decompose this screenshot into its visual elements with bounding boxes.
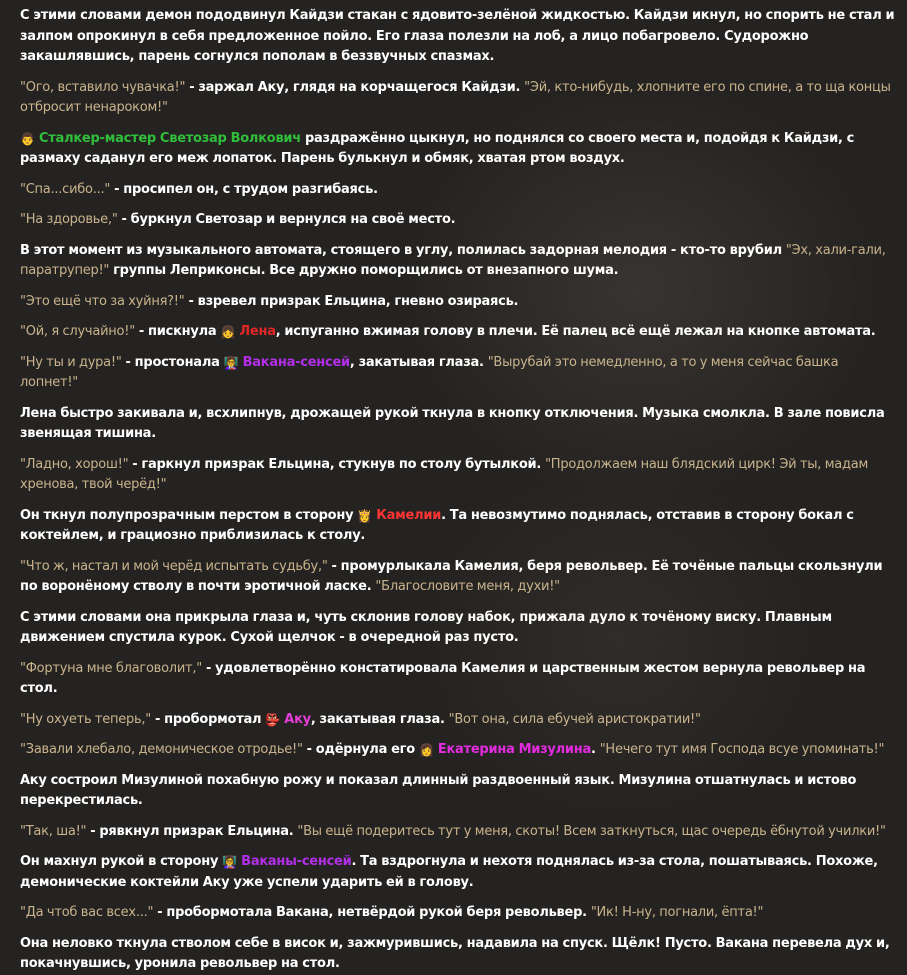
dialogue-quote: "Эх, хали-гали, паратрупер!" <box>20 242 886 278</box>
woman-emoji-icon: 👸 <box>357 508 373 523</box>
narration-text: группы Леприконсы. Все дружно поморщились от внезапного шума. <box>109 263 619 278</box>
narration-text: раздражённо цыкнул, но поднялся со своего места и, подойдя к Кайдзи, с размаху саданул его меж лопаток. Парень булькнул и обмяк, хватая ртом воздух. <box>20 130 855 166</box>
story-paragraph <box>20 771 897 812</box>
narration-text: Она неловко ткнула стволом себе в висок и, зажмурившись, надавила на спуск. Щёлк! Пусто. Вакана перевела дух и, покачнувшись, уронила револьвер на стол. <box>20 935 890 971</box>
dialogue-quote: "Ик! Н-ну, погнали, ёпта!" <box>590 905 764 920</box>
narration-text: , закатывая глаза. <box>349 354 488 370</box>
dialogue-quote: "Эй, кто-нибудь, хлопните его по спине, а то ща концы отбросит ненароком!" <box>20 79 891 115</box>
story-paragraph <box>20 740 897 761</box>
story-paragraph <box>20 455 897 496</box>
dialogue-quote: "Спа...сибо..." <box>20 181 111 197</box>
dialogue-quote: "Так, ша!" <box>20 823 87 839</box>
narration-text: - промурлыкала Камелия, беря револьвер. Её точёные пальцы скользнули по воронёному стволу в почти эротичной ласке. <box>20 558 883 594</box>
narration-text: Лена быстро закивала и, всхлипнув, дрожащей рукой ткнула в кнопку отключения. Музыка смолкла. В зале повисла звенящая тишина. <box>20 405 885 441</box>
dialogue-quote: "Ого, вставило чувачка!" <box>20 79 186 95</box>
story-paragraph <box>20 557 897 598</box>
dialogue-quote: "Продолжаем наш блядский цирк! Эй ты, мадам хренова, твой черёд!" <box>20 456 869 492</box>
narration-text: - простонала <box>121 354 224 370</box>
narration-text: - заржал Аку, глядя на корчащегося Кайдзи. <box>185 79 525 95</box>
narration-text: Он ткнул полупрозрачным перстом в сторону <box>20 507 358 523</box>
story-paragraph <box>20 934 897 975</box>
narration-text: - пискнула <box>134 324 221 339</box>
dialogue-quote: "Ладно, хорош!" <box>20 456 129 472</box>
narration-text: - удовлетворённо констатировала Камелия и царственным жестом вернула револьвер на стол. <box>20 660 866 696</box>
dialogue-quote: "Благословите меня, духи!" <box>375 579 560 594</box>
story-paragraph <box>20 6 897 68</box>
story-paragraph <box>20 659 897 700</box>
narration-text: - взревел призрак Ельцина, гневно озираясь. <box>184 293 519 309</box>
story-paragraph <box>20 852 897 893</box>
dialogue-quote: "Завали хлебало, демоническое отродье!" <box>20 742 303 757</box>
story-paragraph <box>20 129 897 170</box>
narration-text: Он махнул рукой в сторону <box>20 854 223 869</box>
narration-text: Аку состроил Мизулиной похабную рожу и показал длинный раздвоенный язык. Мизулина отшатнулась и истово перекрестилась. <box>20 772 857 808</box>
narration-text: - рявкнул призрак Ельцина. <box>86 823 298 839</box>
narration-text: - одёрнула его <box>302 742 419 757</box>
demon-mask-emoji-icon: 👺 <box>265 712 281 727</box>
character-name: Екатерина Мизулина <box>437 742 592 757</box>
story-paragraph <box>20 710 897 731</box>
teacher-emoji-icon: 👩‍🏫 <box>223 355 239 370</box>
dialogue-quote: "Ну охуеть теперь," <box>20 711 152 727</box>
dialogue-quote: "Это ещё что за хуйня?!" <box>20 293 185 309</box>
woman-emoji-icon: 👩 <box>419 743 434 757</box>
dialogue-quote: "Да чтоб вас всех..." <box>20 905 154 920</box>
story-paragraph <box>20 210 897 231</box>
dialogue-quote: "Ой, я случайно!" <box>20 324 135 339</box>
dialogue-quote: "Нечего тут имя Господа всуе упоминать!" <box>599 742 885 757</box>
narration-text: , испуганно вжимая голову в плечи. Её палец всё ещё лежал на кнопке автомата. <box>275 324 876 339</box>
story-paragraph <box>20 822 897 843</box>
character-name: Сталкер-мастер Светозар Волкович <box>38 130 301 146</box>
story-paragraph <box>20 322 897 343</box>
narration-text: - просипел он, с трудом разгибаясь. <box>110 181 378 197</box>
story-paragraph <box>20 241 897 282</box>
dialogue-quote: "Вот она, сила ебучей аристократии!" <box>448 711 701 727</box>
dialogue-quote: "Ну ты и дура!" <box>20 354 122 370</box>
character-name: Ваканы-сенсей <box>241 854 352 869</box>
narration-text: . Та вздрогнула и нехотя поднялась из-за стола, пошатываясь. Похоже, демонические коктейли Аку уже успели ударить ей в голову. <box>20 854 878 890</box>
character-name: Лена <box>239 324 276 339</box>
narration-text: В этот момент из музыкального автомата, стоящего в углу, полилась задорная мелодия - кто-то врубил <box>20 242 786 258</box>
character-name: Аку <box>284 711 311 727</box>
character-name: Вакана-сенсей <box>242 354 350 370</box>
dialogue-quote: "Фортуна мне благоволит," <box>20 660 202 676</box>
dialogue-quote: "На здоровье," <box>20 212 118 227</box>
story-paragraph <box>20 292 897 313</box>
story-paragraph <box>20 353 897 394</box>
dialogue-quote: "Что ж, настал и мой черёд испытать судьбу," <box>20 558 328 574</box>
story-paragraph <box>20 506 897 547</box>
story-paragraph <box>20 608 897 649</box>
man-emoji-icon: 👨 <box>20 131 35 146</box>
narration-text: С этими словами демон пододвинул Кайдзи стакан с ядовито-зелёной жидкостью. Кайдзи икнул, но спорить не стал и залпом опрокинул в себя предложенное пойло. Его глаза полезли на лоб, а лицо побагровело. Судорожно закашлявшись, парень согнулся пополам в беззвучных спазмах. <box>20 8 895 64</box>
narration-text: С этими словами она прикрыла глаза и, чуть склонив голову набок, прижала дуло к точёному виску. Плавным движением спустила курок. Сухой щелчок - в очередной раз пусто. <box>20 609 832 645</box>
story-paragraph <box>20 78 897 119</box>
narration-text: - пробормотала Вакана, нетвёрдой рукой беря револьвер. <box>153 905 591 920</box>
story-paragraph <box>20 903 897 924</box>
narration-text: . <box>591 742 600 757</box>
narration-text: - буркнул Светозар и вернулся на своё место. <box>117 212 456 227</box>
story-paragraph <box>20 180 897 201</box>
teacher-emoji-icon: 👩‍🏫 <box>222 855 238 869</box>
narration-text: - пробормотал <box>151 711 266 727</box>
girl-emoji-icon: 👧 <box>220 325 236 339</box>
character-name: Камелии <box>376 507 442 523</box>
story-paragraph <box>20 404 897 445</box>
narration-text: - гаркнул призрак Ельцина, стукнув по столу бутылкой. <box>128 456 546 472</box>
narration-text: . Та невозмутимо поднялась, отставив в сторону бокал с коктейлем, и грациозно приблизилась к столу. <box>20 507 854 543</box>
dialogue-quote: "Вы ещё подеритесь тут у меня, скоты! Всем заткнуться, щас очередь ёбнутой училки!" <box>297 823 886 839</box>
narration-text: , закатывая глаза. <box>310 711 449 727</box>
dialogue-quote: "Вырубай это немедленно, а то у меня сейчас башка лопнет!" <box>20 354 839 390</box>
